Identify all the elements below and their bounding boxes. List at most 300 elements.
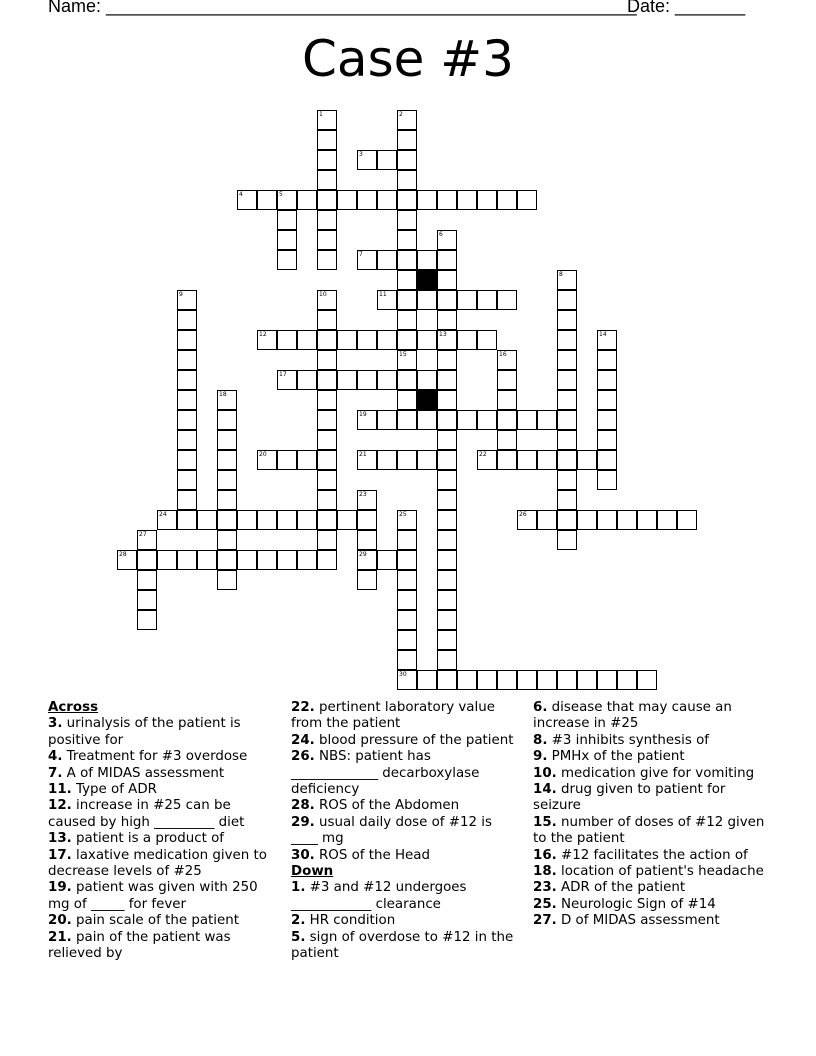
crossword-cell[interactable] <box>277 230 297 250</box>
crossword-cell[interactable] <box>417 330 437 350</box>
clue-text: PMHx of the patient <box>547 749 685 765</box>
crossword-cell[interactable] <box>397 250 417 270</box>
crossword-cell[interactable] <box>437 570 457 590</box>
crossword-cell[interactable] <box>317 370 337 390</box>
crossword-cell[interactable] <box>417 290 437 310</box>
crossword-cell[interactable] <box>177 370 197 390</box>
crossword-cell[interactable] <box>637 670 657 690</box>
crossword-cell[interactable] <box>577 670 597 690</box>
crossword-cell[interactable] <box>177 330 197 350</box>
crossword-cell[interactable] <box>357 330 377 350</box>
crossword-cell[interactable] <box>437 490 457 510</box>
clue-text: number of doses of #12 given to the patient <box>533 814 765 847</box>
crossword-cell[interactable] <box>517 190 537 210</box>
crossword-cell[interactable] <box>217 530 237 550</box>
crossword-cell[interactable] <box>437 450 457 470</box>
crossword-cell[interactable] <box>577 510 597 530</box>
clue-item <box>533 782 773 815</box>
crossword-cell[interactable] <box>597 390 617 410</box>
clue-item <box>48 782 278 798</box>
crossword-cell[interactable] <box>437 370 457 390</box>
crossword-cell[interactable] <box>457 290 477 310</box>
crossword-cell[interactable] <box>317 190 337 210</box>
clue-item <box>291 749 521 798</box>
crossword-cell[interactable] <box>217 470 237 490</box>
crossword-cell[interactable] <box>397 290 417 310</box>
crossword-cell[interactable] <box>397 330 417 350</box>
crossword-cell[interactable] <box>137 590 157 610</box>
crossword-cell[interactable] <box>217 390 237 410</box>
clue-number: 1. <box>291 880 306 896</box>
crossword-cell[interactable] <box>557 670 577 690</box>
crossword-cell[interactable] <box>397 110 417 130</box>
clue-item <box>291 913 521 929</box>
crossword-cell[interactable] <box>177 470 197 490</box>
crossword-cell[interactable] <box>397 610 417 630</box>
clue-number: 7. <box>48 765 63 781</box>
crossword-cell[interactable] <box>397 230 417 250</box>
crossword-cell[interactable] <box>557 370 577 390</box>
crossword-cell[interactable] <box>377 250 397 270</box>
crossword-cell[interactable] <box>477 330 497 350</box>
clue-text: urinalysis of the patient is positive for <box>48 716 241 748</box>
crossword-cell[interactable] <box>597 670 617 690</box>
crossword-cell[interactable] <box>457 330 477 350</box>
crossword-cell[interactable] <box>277 370 297 390</box>
crossword-cell[interactable] <box>477 190 497 210</box>
clue-text: #12 facilitates the action of <box>556 847 748 863</box>
crossword-cell[interactable] <box>537 510 557 530</box>
crossword-cell[interactable] <box>537 670 557 690</box>
crossword-cell[interactable] <box>437 550 457 570</box>
clue-item <box>48 798 278 831</box>
crossword-clue-number: 22 <box>479 451 487 458</box>
crossword-cell[interactable] <box>177 290 197 310</box>
crossword-cell[interactable] <box>557 290 577 310</box>
crossword-cell[interactable] <box>417 410 437 430</box>
crossword-clue-number: 18 <box>219 391 227 398</box>
crossword-cell[interactable] <box>437 250 457 270</box>
crossword-cell[interactable] <box>277 250 297 270</box>
crossword-cell[interactable] <box>437 590 457 610</box>
crossword-cell[interactable] <box>157 550 177 570</box>
crossword-cell[interactable] <box>617 510 637 530</box>
clue-number: 25. <box>533 896 557 912</box>
crossword-cell[interactable] <box>177 510 197 530</box>
crossword-cell[interactable] <box>257 190 277 210</box>
crossword-cell[interactable] <box>397 550 417 570</box>
crossword-cell[interactable] <box>597 410 617 430</box>
crossword-cell[interactable] <box>317 410 337 430</box>
name-field-label: Name: _____________________________________________________ <box>48 0 637 16</box>
crossword-cell[interactable] <box>337 190 357 210</box>
clue-number: 26. <box>291 749 315 765</box>
crossword-cell[interactable] <box>517 670 537 690</box>
crossword-cell[interactable] <box>557 310 577 330</box>
crossword-cell[interactable] <box>397 390 417 410</box>
crossword-cell[interactable] <box>477 670 497 690</box>
clue-number: 13. <box>48 831 72 847</box>
clue-text: patient was given with 250 mg of _____ for fever <box>48 880 258 912</box>
crossword-cell[interactable] <box>537 410 557 430</box>
crossword-cell[interactable] <box>357 150 377 170</box>
crossword-cell[interactable] <box>377 330 397 350</box>
crossword-cell[interactable] <box>357 410 377 430</box>
clue-item <box>48 749 278 765</box>
crossword-cell[interactable] <box>317 230 337 250</box>
crossword-cell[interactable] <box>677 510 697 530</box>
crossword-cell[interactable] <box>357 190 377 210</box>
crossword-cell[interactable] <box>297 510 317 530</box>
crossword-cell[interactable] <box>597 450 617 470</box>
clue-item <box>48 831 278 847</box>
crossword-cell[interactable] <box>437 390 457 410</box>
clue-text: usual daily dose of #12 is ____ mg <box>291 814 492 847</box>
crossword-cell[interactable] <box>517 450 537 470</box>
crossword-cell[interactable] <box>317 170 337 190</box>
crossword-cell[interactable] <box>357 570 377 590</box>
clue-text: sign of overdose to #12 in the patient <box>291 929 514 962</box>
clue-number: 17. <box>48 847 72 863</box>
crossword-cell[interactable] <box>437 190 457 210</box>
crossword-cell[interactable] <box>137 610 157 630</box>
crossword-cell[interactable] <box>597 510 617 530</box>
crossword-clue-number: 26 <box>519 511 527 518</box>
crossword-cell[interactable] <box>217 490 237 510</box>
crossword-cell[interactable] <box>397 190 417 210</box>
clue-text: NBS: patient has _____________ decarboxylase deficiency <box>291 749 480 798</box>
crossword-cell[interactable] <box>177 410 197 430</box>
crossword-cell[interactable] <box>557 270 577 290</box>
crossword-clue-number: 5 <box>279 191 283 198</box>
crossword-cell[interactable] <box>397 130 417 150</box>
crossword-clue-number: 19 <box>359 411 367 418</box>
crossword-cell[interactable] <box>317 290 337 310</box>
clue-item <box>291 700 521 733</box>
crossword-cell[interactable] <box>317 510 337 530</box>
crossword-cell[interactable] <box>397 210 417 230</box>
clue-item <box>533 897 773 913</box>
crossword-clue-number: 10 <box>319 291 327 298</box>
crossword-cell[interactable] <box>377 550 397 570</box>
crossword-cell[interactable] <box>257 510 277 530</box>
crossword-cell[interactable] <box>157 510 177 530</box>
crossword-cell[interactable] <box>657 510 677 530</box>
crossword-clue-number: 30 <box>399 671 407 678</box>
crossword-clue-number: 15 <box>399 351 407 358</box>
crossword-cell[interactable] <box>517 410 537 430</box>
crossword-cell[interactable] <box>257 330 277 350</box>
crossword-cell[interactable] <box>437 350 457 370</box>
crossword-cell[interactable] <box>497 390 517 410</box>
crossword-cell[interactable] <box>477 450 497 470</box>
crossword-cell[interactable] <box>377 370 397 390</box>
crossword-cell[interactable] <box>557 350 577 370</box>
crossword-cell[interactable] <box>177 450 197 470</box>
crossword-cell[interactable] <box>417 670 437 690</box>
crossword-cell[interactable] <box>397 570 417 590</box>
crossword-cell[interactable] <box>557 510 577 530</box>
crossword-cell[interactable] <box>177 490 197 510</box>
crossword-cell[interactable] <box>497 350 517 370</box>
crossword-clue-number: 25 <box>399 511 407 518</box>
crossword-cell[interactable] <box>397 530 417 550</box>
crossword-cell[interactable] <box>377 150 397 170</box>
crossword-cell[interactable] <box>597 370 617 390</box>
clue-number: 27. <box>533 913 557 929</box>
clue-number: 3. <box>48 716 63 732</box>
crossword-cell[interactable] <box>437 650 457 670</box>
clue-item <box>48 930 278 963</box>
crossword-cell[interactable] <box>177 310 197 330</box>
crossword-cell[interactable] <box>357 250 377 270</box>
crossword-clue-number: 23 <box>359 491 367 498</box>
crossword-cell[interactable] <box>397 150 417 170</box>
crossword-cell[interactable] <box>337 330 357 350</box>
crossword-cell[interactable] <box>317 390 337 410</box>
crossword-cell[interactable] <box>117 550 137 570</box>
clue-text: location of patient's headache <box>556 864 764 880</box>
crossword-cell[interactable] <box>417 250 437 270</box>
clue-text: drug given to patient for seizure <box>533 782 726 814</box>
crossword-cell[interactable] <box>317 150 337 170</box>
crossword-cell[interactable] <box>377 190 397 210</box>
clue-item <box>291 930 521 963</box>
crossword-cell[interactable] <box>317 550 337 570</box>
crossword-cell[interactable] <box>417 450 437 470</box>
crossword-clue-number: 24 <box>159 511 167 518</box>
crossword-cell[interactable] <box>397 270 417 290</box>
crossword-cell[interactable] <box>237 190 257 210</box>
crossword-cell[interactable] <box>177 550 197 570</box>
crossword-cell[interactable] <box>317 310 337 330</box>
clue-number: 30. <box>291 847 315 863</box>
crossword-cell[interactable] <box>557 470 577 490</box>
crossword-cell[interactable] <box>597 350 617 370</box>
crossword-cell[interactable] <box>397 630 417 650</box>
crossword-cell[interactable] <box>317 110 337 130</box>
crossword-cell[interactable] <box>457 670 477 690</box>
clue-number: 21. <box>48 929 72 945</box>
crossword-cell[interactable] <box>477 290 497 310</box>
crossword-cell[interactable] <box>177 390 197 410</box>
crossword-cell[interactable] <box>217 570 237 590</box>
crossword-cell[interactable] <box>437 230 457 250</box>
crossword-cell[interactable] <box>397 650 417 670</box>
crossword-cell[interactable] <box>357 550 377 570</box>
clue-item <box>291 815 521 848</box>
crossword-cell[interactable] <box>497 430 517 450</box>
crossword-cell[interactable] <box>377 450 397 470</box>
crossword-cell[interactable] <box>237 550 257 570</box>
crossword-cell[interactable] <box>497 190 517 210</box>
clue-item <box>533 880 773 896</box>
crossword-cell[interactable] <box>557 450 577 470</box>
crossword-clue-number: 1 <box>319 111 323 118</box>
clue-item <box>48 913 278 929</box>
crossword-cell[interactable] <box>597 430 617 450</box>
crossword-cell[interactable] <box>217 550 237 570</box>
crossword-cell[interactable] <box>397 590 417 610</box>
crossword-cell[interactable] <box>297 330 317 350</box>
crossword-cell[interactable] <box>217 430 237 450</box>
clue-item <box>533 864 773 880</box>
crossword-cell[interactable] <box>397 370 417 390</box>
crossword-cell[interactable] <box>377 410 397 430</box>
clue-item <box>533 749 773 765</box>
crossword-cell[interactable] <box>317 250 337 270</box>
crossword-cell[interactable] <box>217 510 237 530</box>
crossword-cell[interactable] <box>497 290 517 310</box>
crossword-cell[interactable] <box>437 270 457 290</box>
crossword-cell[interactable] <box>357 530 377 550</box>
crossword-cell[interactable] <box>377 290 397 310</box>
crossword-cell[interactable] <box>317 350 337 370</box>
crossword-cell[interactable] <box>197 510 217 530</box>
crossword-cell[interactable] <box>457 190 477 210</box>
crossword-clue-number: 27 <box>139 531 147 538</box>
clue-item <box>291 733 521 749</box>
crossword-cell[interactable] <box>557 430 577 450</box>
crossword-cell[interactable] <box>397 310 417 330</box>
crossword-cell[interactable] <box>497 370 517 390</box>
crossword-cell[interactable] <box>397 510 417 530</box>
crossword-cell[interactable] <box>177 350 197 370</box>
crossword-cell[interactable] <box>357 370 377 390</box>
crossword-cell[interactable] <box>437 610 457 630</box>
clue-number: 15. <box>533 814 557 830</box>
crossword-cell[interactable] <box>297 190 317 210</box>
crossword-cell[interactable] <box>337 370 357 390</box>
crossword-cell[interactable] <box>417 370 437 390</box>
crossword-cell[interactable] <box>537 450 557 470</box>
crossword-cell[interactable] <box>177 430 197 450</box>
clue-number: 23. <box>533 880 557 896</box>
clue-section-heading: Down <box>291 864 334 880</box>
crossword-cell[interactable] <box>397 410 417 430</box>
clue-number: 22. <box>291 700 315 715</box>
crossword-cell[interactable] <box>437 330 457 350</box>
crossword-cell[interactable] <box>437 670 457 690</box>
crossword-cell[interactable] <box>437 310 457 330</box>
crossword-cell[interactable] <box>437 530 457 550</box>
crossword-cell[interactable] <box>217 450 237 470</box>
crossword-cell[interactable] <box>437 510 457 530</box>
crossword-cell[interactable] <box>437 430 457 450</box>
crossword-cell[interactable] <box>317 330 337 350</box>
crossword-cell[interactable] <box>317 210 337 230</box>
crossword-cell[interactable] <box>557 330 577 350</box>
crossword-cell[interactable] <box>557 390 577 410</box>
crossword-cell[interactable] <box>277 330 297 350</box>
crossword-cell[interactable] <box>617 670 637 690</box>
crossword-cell[interactable] <box>437 410 457 430</box>
crossword-cell[interactable] <box>277 190 297 210</box>
clue-number: 4. <box>48 749 63 765</box>
crossword-cell[interactable] <box>337 510 357 530</box>
crossword-cell[interactable] <box>137 570 157 590</box>
crossword-cell[interactable] <box>437 630 457 650</box>
crossword-cell[interactable] <box>257 450 277 470</box>
crossword-clue-number: 6 <box>439 231 443 238</box>
clue-text: A of MIDAS assessment <box>62 765 225 781</box>
crossword-cell[interactable] <box>317 130 337 150</box>
crossword-cell[interactable] <box>297 550 317 570</box>
crossword-cell[interactable] <box>497 410 517 430</box>
crossword-cell[interactable] <box>217 410 237 430</box>
crossword-cell[interactable] <box>257 550 277 570</box>
clue-number: 10. <box>533 765 557 781</box>
crossword-cell[interactable] <box>497 450 517 470</box>
crossword-cell[interactable] <box>517 510 537 530</box>
crossword-cell[interactable] <box>297 370 317 390</box>
crossword-clue-number: 13 <box>439 331 447 338</box>
crossword-cell[interactable] <box>637 510 657 530</box>
crossword-cell[interactable] <box>137 530 157 550</box>
crossword-cell[interactable] <box>137 550 157 570</box>
crossword-cell[interactable] <box>317 490 337 510</box>
crossword-cell[interactable] <box>477 410 497 430</box>
crossword-cell[interactable] <box>277 550 297 570</box>
crossword-clue-number: 2 <box>399 111 403 118</box>
crossword-cell[interactable] <box>557 530 577 550</box>
crossword-cell[interactable] <box>417 190 437 210</box>
clue-number: 6. <box>533 700 548 715</box>
crossword-cell[interactable] <box>457 410 477 430</box>
crossword-cell[interactable] <box>277 450 297 470</box>
clue-text: Neurologic Sign of #14 <box>556 896 716 912</box>
crossword-cell[interactable] <box>197 550 217 570</box>
crossword-cell[interactable] <box>557 410 577 430</box>
crossword-cell[interactable] <box>357 490 377 510</box>
clue-item <box>533 733 773 749</box>
clue-text: ADR of the patient <box>556 880 686 896</box>
crossword-cell[interactable] <box>317 470 337 490</box>
crossword-cell[interactable] <box>437 290 457 310</box>
crossword-cell[interactable] <box>317 450 337 470</box>
crossword-cell[interactable] <box>597 330 617 350</box>
clue-item <box>533 700 773 733</box>
clue-item <box>291 848 521 864</box>
date-field-label: Date: _______ <box>627 0 746 16</box>
crossword-cell[interactable] <box>357 450 377 470</box>
crossword-cell[interactable] <box>237 510 257 530</box>
crossword-cell[interactable] <box>497 670 517 690</box>
crossword-cell[interactable] <box>277 210 297 230</box>
crossword-cell[interactable] <box>397 450 417 470</box>
clue-text: #3 and #12 undergoes ____________ clearance <box>291 880 467 912</box>
crossword-clue-number: 29 <box>359 551 367 558</box>
crossword-cell[interactable] <box>277 510 297 530</box>
crossword-cell[interactable] <box>397 670 417 690</box>
crossword-cell[interactable] <box>397 350 417 370</box>
crossword-cell[interactable] <box>297 450 317 470</box>
clue-column-3 <box>533 700 773 930</box>
crossword-cell[interactable] <box>317 530 337 550</box>
clue-item <box>48 848 278 881</box>
crossword-cell[interactable] <box>557 490 577 510</box>
clue-number: 2. <box>291 913 306 929</box>
crossword-cell[interactable] <box>597 470 617 490</box>
crossword-cell[interactable] <box>437 470 457 490</box>
clue-number: 28. <box>291 798 315 814</box>
crossword-cell[interactable] <box>577 450 597 470</box>
clue-item <box>48 716 278 749</box>
crossword-cell[interactable] <box>357 510 377 530</box>
clue-number: 5. <box>291 929 306 945</box>
crossword-cell[interactable] <box>397 170 417 190</box>
crossword-cell[interactable] <box>317 430 337 450</box>
